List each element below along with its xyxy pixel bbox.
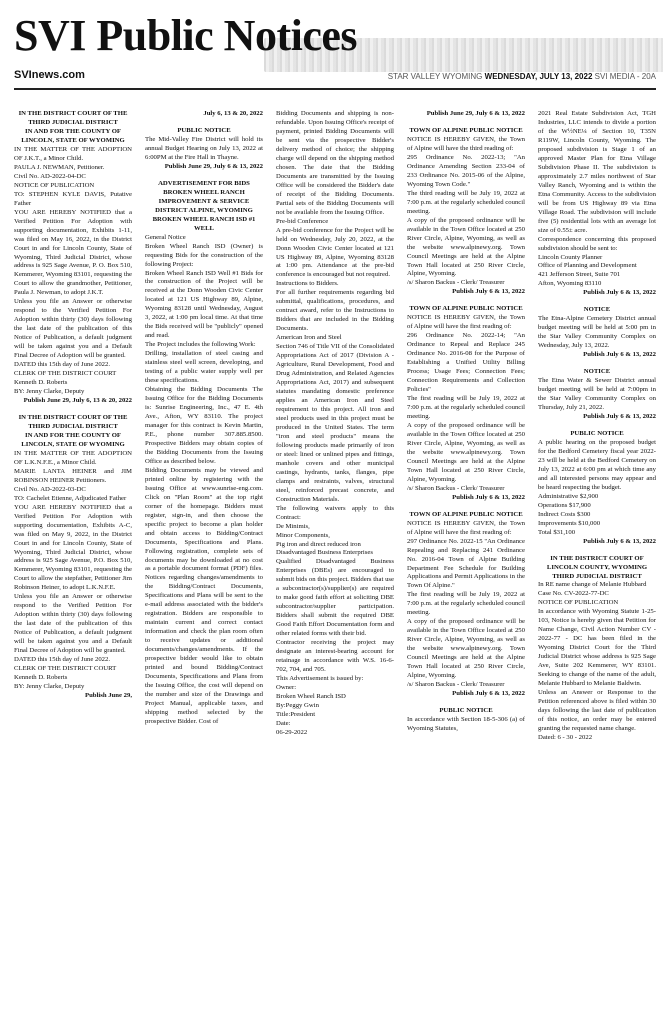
- publish-dates: Publish June 29,: [84, 692, 132, 699]
- publish-dates: Publish July 6 & 13, 2022: [452, 690, 525, 698]
- notice-paragraph: Lincoln County Planner: [538, 253, 603, 261]
- notice-paragraph: Improvements $10,000: [538, 519, 601, 527]
- notice-heading: TOWN OF ALPINE PUBLIC NOTICE: [409, 126, 523, 134]
- notice-paragraph: A copy of the proposed ordinance will be available in the Town Office located at 250 River Circle, Alpine, Wyoming, as well as the website www.alpinewy.org. Town Council Meetings are held at the Alpine Town Hall located at 250 River Circle, Alpine, Wyoming.: [407, 618, 525, 680]
- notice-paragraph: Date:: [276, 719, 291, 727]
- meta-date: WEDNESDAY, JULY 13, 2022: [484, 72, 593, 81]
- notice-paragraph: Operations $17,900: [538, 501, 591, 509]
- notice-paragraph: 296 Ordinance No. 2022-14; "An Ordinance to Repeal and Replace 245 Ordinance No. 2016-08 for the Purpose of Establishing a Unified Utility Billing Process; Usage Fees; Connection Fees; Connection Requirements and Collection Policies": [407, 332, 525, 394]
- meta-section: SVI MEDIA - 20A: [594, 72, 656, 81]
- notice-separator: [407, 119, 525, 127]
- notice-paragraph: CLERK OF THE DISTRICT COURT: [14, 370, 117, 378]
- notice-paragraph: Administrative $2,900: [538, 492, 599, 500]
- column-5: [538, 110, 656, 1020]
- notice-paragraph: MARIE LANTA HEINER and JIM ROBINSON HEINER Petitioners.: [14, 467, 132, 484]
- notice-heading: NOTICE: [583, 368, 611, 376]
- notice-separator: [407, 297, 525, 305]
- notice-paragraph: By:Peggy Gwin: [276, 701, 319, 709]
- notice-heading: TOWN OF ALPINE PUBLIC NOTICE: [409, 305, 523, 313]
- notice-paragraph: Kenneth D. Roberts: [14, 674, 68, 682]
- notice-paragraph: TO: STEPHEN KYLE DAVIS, Putative Father: [14, 190, 132, 207]
- notice-paragraph: Correspondence concerning this proposed subdivision should be sent to:: [538, 235, 656, 252]
- notice-paragraph: /s/ Sharon Backus - Clerk/ Treasurer: [407, 484, 505, 492]
- notice-paragraph: Total $31,100: [538, 528, 576, 536]
- notice-heading: PUBLIC NOTICE: [439, 707, 493, 715]
- notice-paragraph: The Mid-Valley Fire District will hold its annual Budget Hearing on July 13, 2022 at 6:00PM at the Fire Hall in Thayne.: [145, 135, 263, 161]
- notice-paragraph: Unless an Answer or Response to the Petition referenced above is filed within 30 days following the last date of publication of this notice, an order may be entered granting the requested name change.: [538, 689, 656, 732]
- notice-paragraph: DATED this 15th day of June 2022.: [14, 361, 111, 369]
- notice-paragraph: Broken Wheel Ranch ISD Well #1 Bids for the construction of the Project will be received at the Donn Wooden Civic Center located at 121 US Highway 89, Alpine, Wyoming 83128 until Wednesday, August 3, 2022, at 1:00 pm local time. At that time the Bids received will be "publicly" opened and read.: [145, 269, 263, 340]
- notice-paragraph: Dated: 6 - 30 - 2022: [538, 733, 593, 741]
- notice-paragraph: BY: Jenny Clarke, Deputy: [14, 388, 85, 396]
- notice-paragraph: In accordance with Wyoming Statute 1-25-103, Notice is hereby given that Petition for Name Change, Civil Action Number CV - 2022-77 - DC has been filed in the Wyoming District Court for the Third Judicial District whose address is 925 Sage Ave, Suite 202 Kemmerer, WY 83101. Seeking to change of the name of the adult, Melanie Hubbard to Melanie Baldwin.: [538, 608, 656, 688]
- notice-heading: IN AND FOR THE COUNTY OF LINCOLN, STATE OF WYOMING: [21, 431, 125, 448]
- publish-dates: Publish July 6 & 13, 2022: [583, 289, 656, 297]
- notice-paragraph: 295 Ordinance No. 2022-13; "An Ordinance Amending Section 233-04 of 233 Ordinance No. 2015-06 of the Alpine, Wyoming Town Code.": [407, 153, 525, 188]
- notice-paragraph: Bidding Documents and shipping is non-refundable. Upon Issuing Office's receipt of payment, printed Bidding Documents will be sent via the prospective Bidder's delivery method of choice; the shipping charge will depend on the shipping method chosen. The date that the Bidding Documents are transmitted by the Issuing Office will be considered the Bidder's date of receipt of the Bidding Documents. Partial sets of the Bidding Documents will not be available from the Issuing Office.: [276, 110, 394, 216]
- notice-paragraph: Obtaining the Bidding Documents The Issuing Office for the Bidding Documents is: Sunrise Engineering, Inc., 47 E. 4th Ave., Afton, WY 83110. The project manager for this contract is Kevin Martin, P.E., phone number 307.885.8500. Prospective Bidders may obtain copies of the Bidding Documents from the Issuing Office as described below.: [145, 386, 263, 465]
- notice-paragraph: In accordance with Section 18-5-306 (a) of Wyoming Statutes,: [407, 716, 525, 732]
- notice-separator: [538, 360, 656, 368]
- notice-paragraph: 2021 Real Estate Subdivision Act, TGH Industries, LLC intends to divide a portion of the W½NE¼ of Section 10, T35N R119W, Lincoln County, Wyoming. The proposed subdivision is Stage 1 of an approved Master Plan for Etna Village Subdivision Phase II. The subdivision is approximately 2.7 miles northwest of Star Valley Ranch, Wyoming and is within the Etna Community. Access to the subdivision will be from US Highway 89 via Etna Village Road. The subdivision will include five (5) residential lots with an average lot size of 0.55± acre.: [538, 110, 656, 234]
- notice-paragraph: BY: Jenny Clarke, Deputy: [14, 683, 85, 691]
- notice-paragraph: Indirect Costs $300: [538, 510, 591, 518]
- notice-paragraph: Owner:: [276, 684, 297, 691]
- notice-paragraph: CLERK OF THE DISTRICT COURT: [14, 665, 117, 673]
- notice-separator: [145, 119, 263, 127]
- notice-separator: [538, 298, 656, 306]
- notice-paragraph: Civil No. AD-2022-03-DC: [14, 485, 86, 493]
- notice-paragraph: Afton, Wyoming 83110: [538, 280, 602, 288]
- column-1: [14, 110, 132, 1020]
- notice-heading: IN AND FOR THE COUNTY OF LINCOLN, STATE OF WYOMING: [21, 127, 125, 144]
- notice-paragraph: 297 Ordinance No. 2022-15 "An Ordinance Repealing and Replacing 241 Ordinance No. 2016-04 Town of Alpine Building Department Fee Schedule for Building Applications and Permit Applications in the Town Of Alpine.": [407, 537, 525, 590]
- notice-paragraph: NOTICE IS HEREBY GIVEN, the Town of Alpine will have the third reading of:: [407, 135, 525, 152]
- notice-paragraph: A public hearing on the proposed budget for the Bedford Cemetery fiscal year 2022-23 will be held at the Bedford Cemetery on July 13, 2022 at 6:00 pm at which time any and all interested persons may appear and be heard respecting the budget.: [538, 438, 656, 491]
- notice-paragraph: The first reading will be July 19, 2022 at 7:00 p.m. at the regularly scheduled council meeting.: [407, 591, 525, 617]
- notice-paragraph: A copy of the proposed ordinance will be available in the Town Office located at 250 River Circle, Alpine, Wyoming, as well as the website www.alpinewy.org. Town Council Meetings are held at the Alpine Town Hall located at 250 River Circle, Alpine, Wyoming.: [407, 216, 525, 278]
- masthead-meta: [388, 72, 656, 81]
- column-4: [407, 110, 525, 1020]
- notice-paragraph: For all further requirements regarding bid submittal, qualifications, procedures, and contract award, refer to the Instructions to Bidders that are included in the Bidding Documents.: [276, 289, 394, 333]
- notice-paragraph: TO: Cachelet Etienne, Adjudicated Father: [14, 494, 127, 502]
- notice-paragraph: NOTICE IS HEREBY GIVEN, the Town of Alpine will have the first reading of:: [407, 314, 525, 331]
- publish-dates: July 6, 13 & 20, 2022: [203, 110, 263, 117]
- notice-paragraph: Disadvantaged Business Enterprises: [276, 549, 373, 557]
- notice-paragraph: 06-29-2022: [276, 728, 308, 736]
- publish-dates: Publish July 6 & 13, 2022: [452, 288, 525, 296]
- notice-separator: [145, 172, 263, 180]
- notice-heading: IN THE DISTRICT COURT OF THE THIRD JUDICIAL DISTRICT: [18, 110, 128, 126]
- notice-paragraph: Instructions to Bidders.: [276, 280, 339, 288]
- masthead-rule: [14, 88, 656, 90]
- notice-columns: [14, 110, 656, 1020]
- notice-paragraph: The third reading will be July 19, 2022 at 7:00 p.m. at the regularly scheduled council meeting.: [407, 189, 525, 215]
- notice-paragraph: De Minimis,: [276, 522, 310, 530]
- notice-paragraph: Civil No. AD-2022-04-DC: [14, 172, 86, 180]
- notice-paragraph: Pig iron and direct reduced iron: [276, 540, 361, 548]
- masthead-site[interactable]: SVInews.com: [14, 69, 85, 81]
- notice-paragraph: Unless you file an Answer or otherwise respond to the Verified Petition For Adoption within thirty (30) days following the last date of the publication of this Notice of Publication, a default judgment will be taken against you and a Default Final Decree of Adoption will be granted.: [14, 298, 132, 360]
- notice-separator: [407, 699, 525, 707]
- notice-paragraph: IN THE MATTER OF THE ADOPTION OF L.K.N.F.E., a Minor Child.: [14, 449, 132, 466]
- notice-heading: IN THE DISTRICT COURT OF THE THIRD JUDICIAL DISTRICT: [18, 413, 128, 430]
- notice-paragraph: The Etna-Alpine Cemetery District annual budget meeting will be held at 5:00 pm in the Star Valley Community Complex on Wednesday, July 13, 2022.: [538, 315, 656, 350]
- notice-paragraph: NOTICE OF PUBLICATION: [14, 181, 95, 189]
- notice-paragraph: Contractor receiving the project may designate an interest-bearing account for retainage in accordance with W.S. 16-6-702, 704, and 705.: [276, 639, 394, 674]
- publish-dates: Publish July 6 & 13, 2022: [583, 537, 656, 545]
- publish-dates: Publish June 29, July 6, 13 & 20, 2022: [23, 397, 132, 404]
- notice-paragraph: NOTICE IS HEREBY GIVEN, the Town of Alpine will have the first reading of:: [407, 519, 525, 536]
- notice-separator: [538, 422, 656, 430]
- notice-heading: TOWN OF ALPINE PUBLIC NOTICE: [409, 510, 523, 518]
- notice-paragraph: The Project includes the following Work:: [145, 341, 256, 349]
- notice-paragraph: General Notice: [145, 233, 186, 241]
- notice-separator: [407, 503, 525, 511]
- notice-paragraph: Title:President: [276, 710, 316, 718]
- notice-heading: NOTICE: [583, 306, 611, 314]
- notice-separator: [14, 406, 132, 414]
- notice-paragraph: American Iron and Steel: [276, 334, 342, 342]
- notice-heading: IN THE DISTRICT COURT OF LINCOLN COUNTY, WYOMING THIRD JUDICIAL DISTRICT: [546, 554, 648, 580]
- meta-location: STAR VALLEY WYOMING: [387, 72, 483, 81]
- masthead-title: SVI Public Notices: [14, 11, 357, 60]
- notice-paragraph: Unless you file an Answer or otherwise respond to the Verified Petition For Adoption within thirty (30) days following the last date of the publication of this Notice of Publication, a default judgment will be taken against you and a Default Final Decree of Adoption will be granted.: [14, 593, 132, 655]
- notice-paragraph: Minor Components,: [276, 531, 330, 539]
- notice-paragraph: Pre-bid Conference: [276, 217, 329, 225]
- notice-heading: PUBLIC NOTICE: [570, 429, 624, 437]
- notice-paragraph: DATED this 15th day of June 2022.: [14, 656, 111, 664]
- notice-paragraph: /s/ Sharon Backus - Clerk/ Treasurer: [407, 279, 505, 287]
- notice-paragraph: Drilling, installation of steel casing and stainless steel well screen, developing, and testing of a public water supply well per these specifications.: [145, 350, 263, 385]
- notice-paragraph: IN THE MATTER OF THE ADOPTION OF J.K.T., a Minor Child.: [14, 145, 132, 162]
- notice-paragraph: The following waivers apply to this Contract:: [276, 504, 394, 521]
- notice-paragraph: Broken Wheel Ranch ISD (Owner) is requesting Bids for the construction of the following Project:: [145, 242, 263, 268]
- notice-heading: ADVERTISEMENT FOR BIDS BROKEN WHEEL RANCH IMPROVEMENT & SERVICE DISTRICT ALPINE, WYOMING BROKEN WHEEL RANCH ISD #1 WELL: [152, 179, 256, 232]
- notice-paragraph: NOTICE OF PUBLICATION: [538, 599, 619, 607]
- column-3: [276, 110, 394, 1020]
- notice-separator: [538, 547, 656, 555]
- notice-paragraph: YOU ARE HEREBY NOTIFIED that a Verified Petition For Adoption with supporting documentation, Exhibits A-C, was filed on May 9, 2022, in the District Court in and for Lincoln County, State of Wyoming, Third Judicial District, whose address is 925 Sage Avenue, P.O. Box 510, Kemmerer, Wyoming 83101, requesting the Court to allow the stepfather, Petitioner Jim Robinson Heiner, to adopt L.K.N.F.E.: [14, 503, 132, 592]
- notice-paragraph: Office of Planning and Development: [538, 262, 637, 270]
- notice-paragraph: Bidding Documents may be viewed and printed online by registering with the Issuing Office at www.sunrise-eng.com. Click on "Plan Room" at the top right corner of the homepage. Bidders must register, sign-in, and then choose the specific project to become a plan holder and obtain access to Bidding/Contract Documents, Specifications and Plans. Following registration, complete sets of documents may be downloaded at no cost as a portable document format (PDF) files. Notices regarding changes/amendments to the Bidding/Contract Documents, Specifications and Plans will be sent to the e-mail address associated with the bidder's registration. Bidders are responsible to maintain current and correct contact information and check the plan room often to receive updates or additional documents/changes/amendments. If the prospective bidder would like to obtain printed and bound Bidding/Contract Documents, Specifications and Plans from the Issuing Office, the cost will depend on the number and size of the Drawings and Project Manual, applicable taxes, and shipping method selected by the prospective Bidder. Cost of: [145, 466, 263, 725]
- notice-paragraph: 421 Jefferson Street, Suite 701: [538, 271, 621, 279]
- notice-paragraph: A pre-bid conference for the Project will be held on Wednesday, July 20, 2022, at the Donn Wooden Civic Center located at 121 US Highway 89, Alpine, Wyoming 83128 at 1:00 pm. Attendance at the pre-bid conference is encouraged but not required.: [276, 226, 394, 279]
- notice-paragraph: Qualified Disadvantaged Business Enterprises (DBEs) are encouraged to submit bids on this project. Bidders that use a subcontractor(s)/supplier(s) are required to make good faith effort at soliciting DBE subcontractor/supplier participation. Bidders shall submit the required DBE Good Faith Effort Documentation form and other related forms with their bid.: [276, 558, 394, 638]
- publish-dates: Publish June 29, July 6 & 13, 2022: [426, 110, 525, 117]
- notice-paragraph: Case No. CV-2022-77-DC: [538, 590, 609, 598]
- publish-dates: Publish June 29, July 6 & 13, 2022: [164, 162, 263, 170]
- publish-dates: Publish July 6 & 13, 2022: [452, 493, 525, 501]
- notice-paragraph: The first reading will be July 19, 2022 at 7:00 p.m. at the regularly scheduled council meeting.: [407, 395, 525, 420]
- notice-paragraph: PAULA J. NEWMAN, Petitioner.: [14, 163, 105, 171]
- notice-paragraph: The Etna Water & Sewer District annual budget meeting will be held at 7:00pm in the Star Valley Community Complex on Thursday, July 21, 2022.: [538, 377, 656, 412]
- notice-paragraph: This Advertisement is issued by:: [276, 675, 364, 683]
- masthead: [14, 0, 656, 100]
- notice-paragraph: In RE name change of Melanie Hubbard: [538, 581, 647, 589]
- notice-paragraph: Broken Wheel Ranch ISD: [276, 692, 346, 700]
- notice-paragraph: Section 746 of Title VII of the Consolidated Appropriations Act of 2017 (Division A - Agriculture, Rural Development, Food and Drug Administration, and Related Agencies Appropriations Act, 2017) and subsequent statutes mandating domestic preference applies an American Iron and Steel requirement to this project. All iron and steel products used in this project must be produced in the United States. The term "iron and steel products" means the following products made primarily of iron or steel: lined or unlined pipes and fittings, manhole covers and other municipal castings, hydrants, tanks, flanges, pipe clamps and restraints, valves, structural steel, reinforced precast concrete, and Construction Materials.: [276, 343, 394, 503]
- column-2: [145, 110, 263, 1020]
- notice-paragraph: A copy of the proposed ordinance will be available in the Town Office located at 250 River Circle, Alpine, Wyoming, as well as the website www.alpinewy.org. Town Council Meetings are held at the Alpine Town Hall located at 250 River Circle, Alpine, Wyoming.: [407, 421, 525, 483]
- notice-paragraph: /s/ Sharon Backus - Clerk/ Treasurer: [407, 681, 505, 689]
- notice-heading: PUBLIC NOTICE: [177, 126, 231, 134]
- publish-dates: Publish July 6 & 13, 2022: [583, 413, 656, 420]
- notice-paragraph: Kenneth D. Roberts: [14, 379, 68, 387]
- publish-dates: Publish July 6 & 13, 2022: [583, 351, 656, 359]
- notice-paragraph: YOU ARE HEREBY NOTIFIED that a Verified Petition For Adoption with supporting documentation, Exhibits 1-11, was filed on May 16, 2022, in the District Court in and for Lincoln County, State of Wyoming, Third Judicial District, whose address is 925 Sage Avenue, P. O. Box 510, Kemmerer, Wyoming 83101, requesting the Court to allow the grandmother, Petitioner, Paula J. Newman, to adopt J.K.T.: [14, 208, 132, 297]
